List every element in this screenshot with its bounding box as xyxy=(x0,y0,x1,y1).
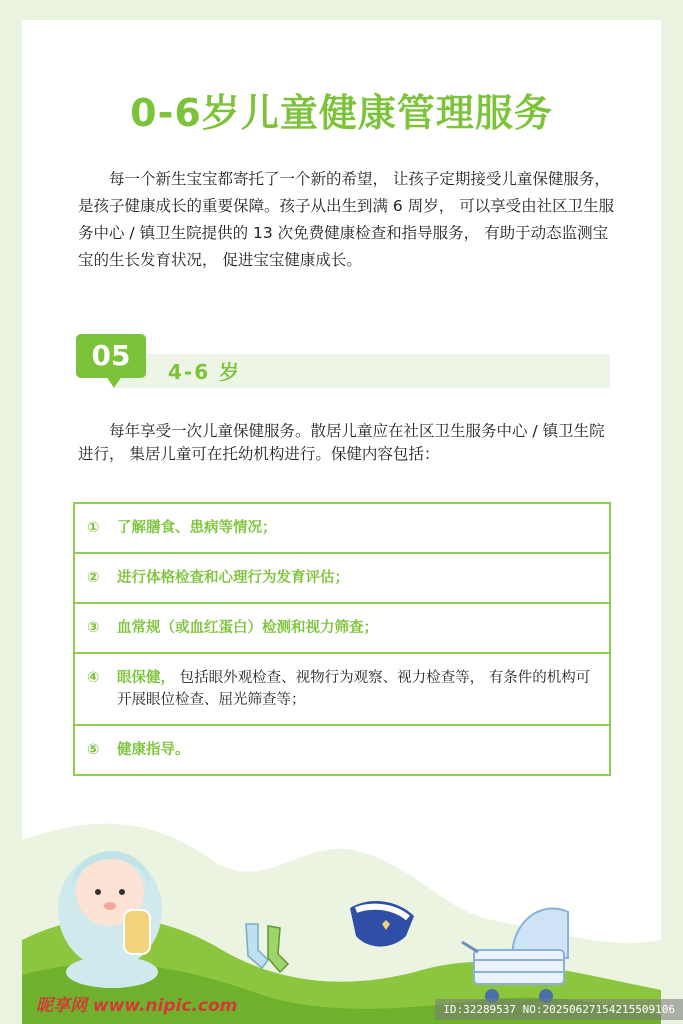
item-lead: 健康指导。 xyxy=(117,742,190,758)
baby-icon xyxy=(58,851,162,988)
checklist-item xyxy=(75,726,609,776)
item-lead: 进行体格检查和心理行为发育评估； xyxy=(117,570,349,586)
item-lead: 血常规（或血红蛋白）检测和视力筛查； xyxy=(117,620,378,636)
poster xyxy=(22,20,661,1024)
section-age-label: 4-6 岁 xyxy=(168,360,242,384)
intro-paragraph: 每一个新生宝宝都寄托了一个新的希望， 让孩子定期接受儿童保健服务， 是孩子健康成长的重要保障。孩子从出生到满 6 周岁， 可以享受由社区卫生服务中心 / 镇卫生院提供的 13 次免费健康检查和指导服务， 有助于动态监测宝宝的生长发育状况， 促进宝宝健康成长。 xyxy=(78,170,615,269)
item-number: ④ xyxy=(87,670,100,686)
checklist-item xyxy=(75,504,609,554)
watermark-right: ID:32289537 NO:20250627154215509106 xyxy=(435,999,683,1020)
checklist-item xyxy=(75,554,609,604)
section-description: 每年享受一次儿童保健服务。散居儿童应在社区卫生服务中心 / 镇卫生院进行， 集居儿童可在托幼机构进行。保健内容包括： xyxy=(78,422,605,463)
badge-tail xyxy=(106,376,122,388)
item-lead: 了解膳食、患病等情况； xyxy=(117,520,277,536)
checklist-item xyxy=(75,604,609,654)
item-number: ⑤ xyxy=(87,742,100,758)
section-header xyxy=(76,334,610,392)
checklist xyxy=(73,502,611,776)
item-number: ② xyxy=(87,570,100,586)
section-number-badge: 05 xyxy=(76,334,146,378)
item-number: ① xyxy=(87,520,100,536)
watermark-left: 昵享网 www.nipic.com xyxy=(36,996,238,1016)
page-title: 0-6岁儿童健康管理服务 xyxy=(130,91,553,135)
checklist-item xyxy=(75,654,609,726)
item-text: 包括眼外观检查、视物行为观察、视力检查等， 有条件的机构可开展眼位检查、屈光筛查等； xyxy=(117,670,591,708)
item-number: ③ xyxy=(87,620,100,636)
item-lead: 眼保健， xyxy=(117,670,175,686)
